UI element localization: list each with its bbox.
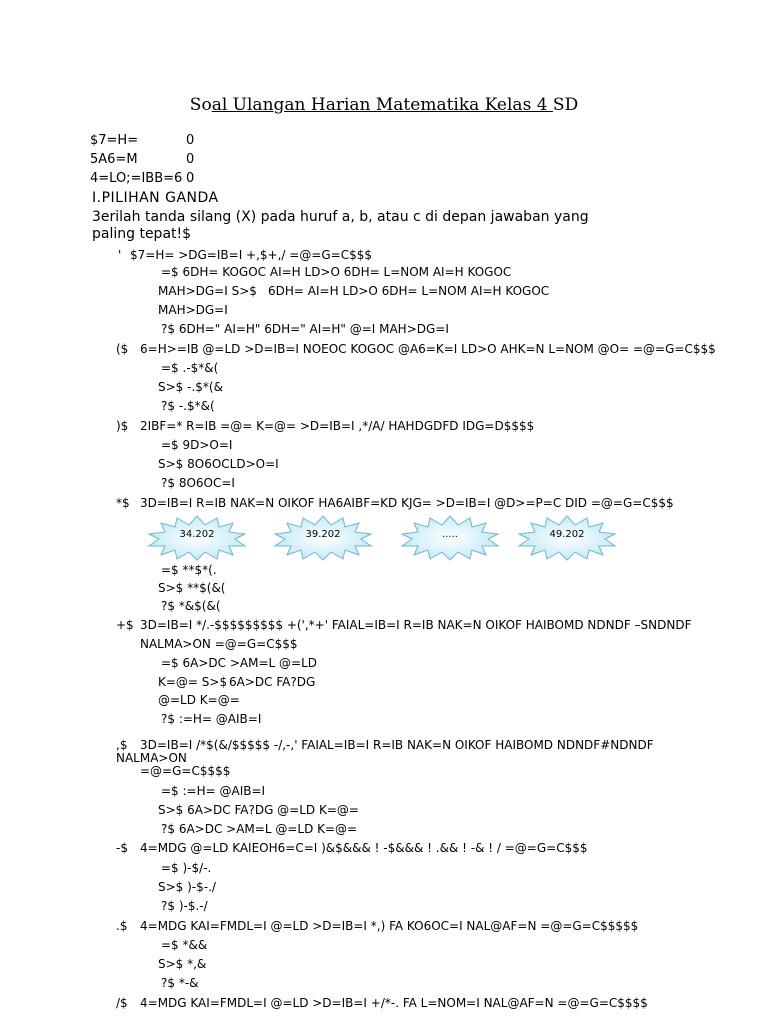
instruction-line-2: paling tepat!$	[92, 226, 192, 242]
question-4-option-b: S>$ **$(&(	[158, 581, 226, 595]
question-7-option-c: ?$ )-$.-/	[161, 899, 208, 913]
document-title: Soal Ulangan Harian Matematika Kelas 4 SD	[189, 95, 579, 115]
question-9-text: 4=MDG KAI=FMDL=I @=LD >D=IB=I +/*-. FA L=NOM=I NAL@AF=N =@=G=C$$$$	[140, 996, 648, 1010]
question-4-text: 3D=IB=I R=IB NAK=N OIKOF HA6AIBF=KD KJG= >D=IB=I @D>=P=C DID =@=G=C$$$	[140, 496, 674, 510]
question-5-option-a: =$ 6A>DC >AM=L @=LD	[161, 656, 317, 670]
question-5-text-cont: NALMA>ON =@=G=C$$$	[140, 637, 298, 651]
question-5-option-b-cont: @=LD K=@=	[158, 693, 240, 707]
question-5-option-c: ?$ :=H= @AIB=I	[161, 712, 262, 726]
question-7-text: 4=MDG @=LD KAIEOH6=C=I )&$&&& ! -$&&& ! .&& ! -& ! / =@=G=C$$$	[140, 841, 588, 855]
question-2-option-b: S>$ -.$*(&	[158, 380, 223, 394]
question-6-option-b: S>$ 6A>DC FA?DG @=LD K=@=	[158, 803, 359, 817]
instruction-line-1: 3erilah tanda silang (X) pada huruf a, b, atau c di depan jawaban yang	[92, 209, 589, 225]
answer-choice-star	[517, 515, 617, 561]
question-8-option-b: S>$ *,&	[158, 957, 207, 971]
question-8-text: 4=MDG KAI=FMDL=I @=LD >D=IB=I *,) FA KO6OC=I NAL@AF=N =@=G=C$$$$$	[140, 919, 639, 933]
question-8-option-a: =$ *&&	[161, 938, 208, 952]
star-label: 39.202	[305, 529, 341, 540]
question-2-text: 6=H>=IB @=LD >D=IB=I NOEOC KOGOC @A6=K=I LD>O AHK=N L=NOM @O= =@=G=C$$$	[140, 342, 716, 356]
question-1-option-b: MAH>DG=I S>$	[158, 284, 257, 298]
info-value-date: 0	[186, 171, 195, 186]
question-1-option-c: ?$ 6DH=" AI=H" 6DH=" AI=H" @=I MAH>DG=I	[161, 322, 449, 336]
question-8-number: .$	[116, 919, 128, 933]
section-heading: I.PILIHAN GANDA	[92, 190, 219, 206]
question-3-option-b: S>$ 8O6OCLD>O=I	[158, 457, 279, 471]
question-6-text: 3D=IB=I /*$(&/$$$$$ -/,-,' FAIAL=IB=I R=IB NAK=N OIKOF HAIBOMD NDNDF#NDNDF	[140, 738, 654, 752]
question-4-option-c: ?$ *&$(&(	[161, 599, 221, 613]
question-5-number: +$	[116, 618, 134, 632]
info-value-name: 0	[186, 133, 195, 148]
question-8-option-c: ?$ *-&	[161, 976, 199, 990]
question-3-option-c: ?$ 8O6OC=I	[161, 476, 235, 490]
star-label: 34.202	[179, 529, 215, 540]
info-label-date: 4=LO;=IBB=6	[90, 171, 183, 186]
star-label: .....	[442, 529, 458, 540]
question-5-option-b-text: 6A>DC FA?DG	[229, 675, 316, 689]
question-6-text-cont: NALMA>ON	[116, 751, 187, 765]
question-6-option-a: =$ :=H= @AIB=I	[161, 784, 266, 798]
question-9-number: /$	[116, 996, 128, 1010]
question-2-option-a: =$ .-$*&(	[161, 361, 219, 375]
question-4-number: *$	[116, 496, 130, 510]
question-1-option-b-text: 6DH= AI=H LD>O 6DH= L=NOM AI=H KOGOC	[268, 284, 550, 298]
answer-choice-star	[147, 515, 247, 561]
info-label-class: 5A6=M	[90, 152, 138, 167]
answer-choice-star	[400, 515, 500, 561]
question-3-number: )$	[116, 419, 129, 433]
question-1-option-a: =$ 6DH= KOGOC AI=H LD>O 6DH= L=NOM AI=H KOGOC	[161, 265, 512, 279]
question-6-number: ,$	[116, 738, 128, 752]
question-7-option-a: =$ )-$/-.	[161, 861, 212, 875]
question-3-option-a: =$ 9D>O=I	[161, 438, 233, 452]
question-2-option-c: ?$ -.$*&(	[161, 399, 215, 413]
info-value-class: 0	[186, 152, 195, 167]
question-7-number: -$	[116, 841, 128, 855]
question-1-text: $7=H= >DG=IB=I +,$+,/ =@=G=C$$$	[130, 248, 373, 262]
question-2-number: ($	[116, 342, 129, 356]
question-3-text: 2IBF=* R=IB =@= K=@= >D=IB=I ,*/A/ HAHDGDFD IDG=D$$$$	[140, 419, 535, 433]
answer-choice-star	[273, 515, 373, 561]
question-6-text-cont-2: =@=G=C$$$$	[140, 764, 231, 778]
question-5-text: 3D=IB=I */.-$$$$$$$$$ +(',*+' FAIAL=IB=I R=IB NAK=N OIKOF HAIBOMD NDNDF –SNDNDF	[140, 618, 692, 632]
question-1-number: '	[118, 248, 122, 262]
star-label: 49.202	[549, 529, 585, 540]
question-5-option-b: K=@= S>$	[158, 675, 228, 689]
question-7-option-b: S>$ )-$-./	[158, 880, 216, 894]
question-6-option-c: ?$ 6A>DC >AM=L @=LD K=@=	[161, 822, 358, 836]
question-4-option-a: =$ **$*(.	[161, 563, 217, 577]
info-label-name: $7=H=	[90, 133, 139, 148]
question-1-option-b-cont: MAH>DG=I	[158, 303, 228, 317]
